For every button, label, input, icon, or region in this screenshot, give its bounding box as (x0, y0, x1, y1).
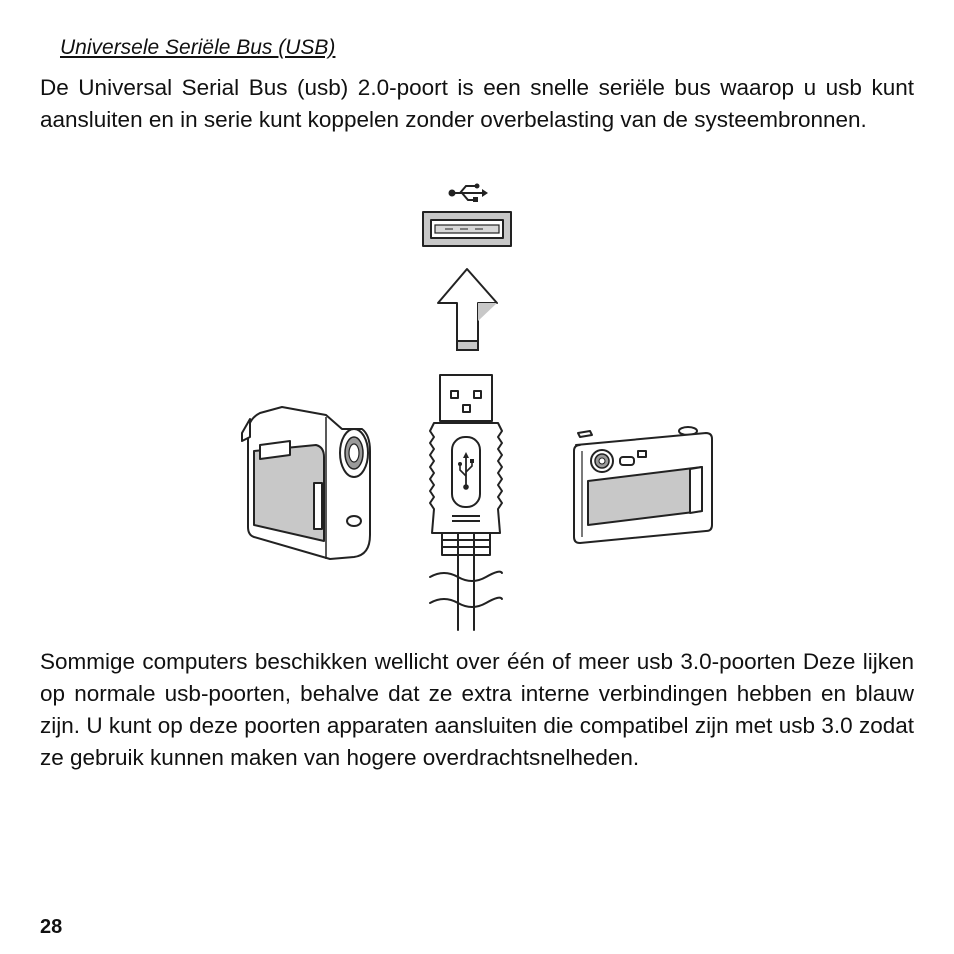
up-arrow-icon (438, 269, 497, 350)
camcorder-icon (242, 407, 370, 559)
intro-paragraph: De Universal Serial Bus (usb) 2.0-poort is een snelle seriële bus waarop u usb kunt aansluiten en in serie kunt koppelen zonder overbelasting van de systeembronnen. (40, 75, 914, 132)
usb3-paragraph: Sommige computers beschikken wellicht over één of meer usb 3.0-poorten Deze lijken op normale usb-poorten, behalve dat ze extra interne verbindingen hebben en blauw zijn. U kunt op deze poorten apparaten aansluiten die compatibel zijn met usb 3.0 zodat ze gebruik kunnen maken van hogere overdrachtsnelheden. (40, 649, 914, 770)
usb-symbol-icon (449, 184, 489, 203)
page-number: 28 (40, 916, 63, 938)
digital-camera-icon (574, 427, 712, 543)
usb-port-icon (423, 212, 511, 246)
usb-plug-icon (430, 375, 502, 630)
usb-illustration (230, 175, 730, 635)
section-heading: Universele Seriële Bus (USB) (60, 36, 336, 59)
